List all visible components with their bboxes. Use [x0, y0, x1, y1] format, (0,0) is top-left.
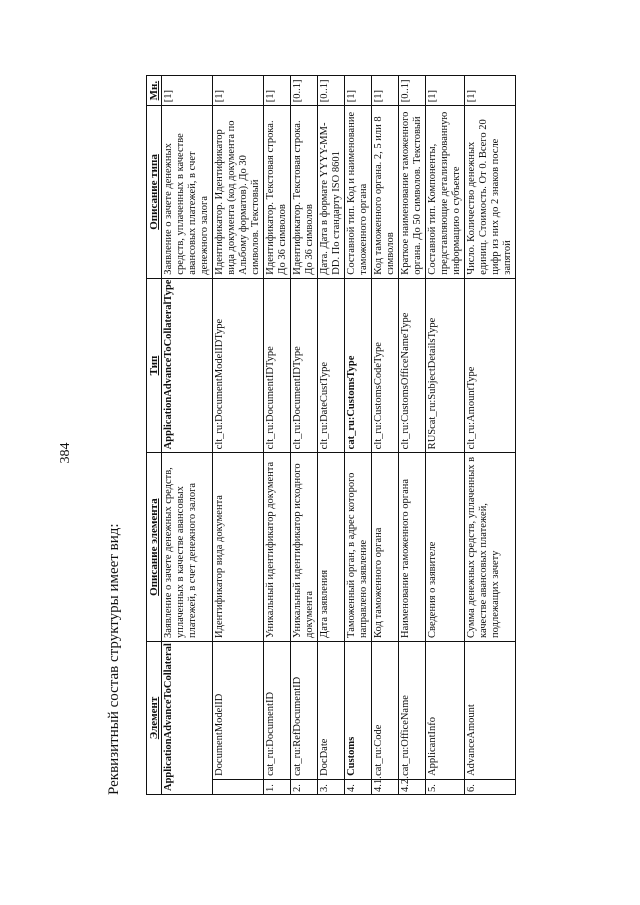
- table-header-row: [147, 76, 162, 795]
- cell-element: AdvanceAmount: [465, 641, 516, 779]
- table-row: [291, 76, 318, 795]
- cell-type-description: Заявление о зачете денежных средств, уплаченных в качестве авансовых платежей, в счет денежного залога: [162, 106, 213, 278]
- cell-description: Код таможенного органа: [372, 453, 399, 642]
- table-row-root: [162, 76, 213, 795]
- header-description: Описание элемента: [147, 453, 162, 642]
- cell-type-description: Составной тип. Код и наименование таможенного органа: [345, 106, 372, 278]
- cell-cardinality: [1]: [264, 76, 291, 106]
- cell-number: 4.1.: [372, 779, 399, 794]
- cell-element: DocDate: [318, 641, 345, 779]
- cell-element: cat_ru:Code: [372, 641, 399, 779]
- cell-description: Идентификатор вида документа: [213, 453, 264, 642]
- cell-cardinality: [0..1]: [291, 76, 318, 106]
- cell-cardinality: [0..1]: [318, 76, 345, 106]
- cell-type: clt_ru:CustomsOfficeNameType: [399, 278, 426, 453]
- cell-type-description: Идентификатор. Идентификатор вида документа (код документа по Альбому форматов). До 30 символов. Текстовый: [213, 106, 264, 278]
- cell-type-description: Число. Количество денежных единиц. Стоимость. От 0. Всего 20 цифр из них до 2 знаков после запятой: [465, 106, 516, 278]
- table-row: [213, 76, 264, 795]
- cell-cardinality: [1]: [426, 76, 465, 106]
- header-type-description: Описание типа: [147, 106, 162, 278]
- cell-type-description: Составной тип. Компоненты, представляющие детализированную информацию о субъекте: [426, 106, 465, 278]
- header-element: Элемент: [147, 641, 162, 794]
- table-row: [345, 76, 372, 795]
- cell-element: ApplicantInfo: [426, 641, 465, 779]
- page-number: 384: [58, 442, 73, 464]
- cell-element: Customs: [345, 641, 372, 779]
- cell-element: ApplicationAdvanceToCollateral: [162, 641, 213, 794]
- cell-cardinality: [1]: [213, 76, 264, 106]
- cell-element: cat_ru:RefDocumentID: [291, 641, 318, 779]
- table-row: [426, 76, 465, 795]
- table-row: [264, 76, 291, 795]
- cell-element: DocumentModelID: [213, 641, 264, 779]
- cell-type-description: Краткое наименование таможенного органа. До 50 символов. Текстовый: [399, 106, 426, 278]
- table-row: [399, 76, 426, 795]
- table-row: [318, 76, 345, 795]
- cell-cardinality: [1]: [465, 76, 516, 106]
- cell-cardinality: [1]: [345, 76, 372, 106]
- cell-description: Уникальный идентификатор документа: [264, 453, 291, 642]
- cell-description: Уникальный идентификатор исходного документа: [291, 453, 318, 642]
- structure-table: [146, 75, 516, 795]
- table-row: [465, 76, 516, 795]
- cell-type: RUScat_ru:SubjectDetailsType: [426, 278, 465, 453]
- cell-number: 1.: [264, 779, 291, 794]
- cell-description: Сумма денежных средств, уплаченных в качестве авансовых платежей, подлежащих зачету: [465, 453, 516, 642]
- cell-description: Таможенный орган, в адрес которого направлено заявление: [345, 453, 372, 642]
- header-type: Тип: [147, 278, 162, 453]
- cell-type: clt_ru:DateCustType: [318, 278, 345, 453]
- cell-type: cat_ru:CustomsType: [345, 278, 372, 453]
- cell-description: Заявление о зачете денежных средств, уплаченных в качестве авансовых платежей, в счет денежного залога: [162, 453, 213, 642]
- cell-cardinality: [1]: [372, 76, 399, 106]
- cell-number: 2.: [291, 779, 318, 794]
- cell-number: 5.: [426, 779, 465, 794]
- cell-element: cat_ru:OfficeName: [399, 641, 426, 779]
- intro-text: Реквизитный состав структуры имеет вид:: [106, 523, 122, 795]
- cell-type: clt_ru:DocumentIDType: [291, 278, 318, 453]
- cell-description: Наименование таможенного органа: [399, 453, 426, 642]
- cell-type-description: Дата. Дата в формате YYYY-MM-DD. По стандарту ISO 8601: [318, 106, 345, 278]
- cell-type: clt_ru:DocumentIDType: [264, 278, 291, 453]
- cell-type-description: Идентификатор. Текстовая строка. До 36 символов: [264, 106, 291, 278]
- header-cardinality: Мн.: [147, 76, 162, 106]
- cell-number: 4.2.: [399, 779, 426, 794]
- rotated-document-sheet: [106, 75, 576, 795]
- cell-type-description: Идентификатор. Текстовая строка. До 36 символов: [291, 106, 318, 278]
- cell-number: 6.: [465, 779, 516, 794]
- cell-element: cat_ru:DocumentID: [264, 641, 291, 779]
- cell-number: 3.: [318, 779, 345, 794]
- cell-type: clt_ru:DocumentModelIDType: [213, 278, 264, 453]
- cell-cardinality: [0..1]: [399, 76, 426, 106]
- cell-cardinality: [1]: [162, 76, 213, 106]
- cell-type: ApplicationAdvanceToCollateralType: [162, 278, 213, 453]
- cell-description: Сведения о заявителе: [426, 453, 465, 642]
- cell-number: 4.: [345, 779, 372, 794]
- cell-description: Дата заявления: [318, 453, 345, 642]
- cell-type: clt_ru:AmountType: [465, 278, 516, 453]
- cell-type-description: Код таможенного органа. 2, 5 или 8 символов: [372, 106, 399, 278]
- cell-type: clt_ru:CustomsCodeType: [372, 278, 399, 453]
- table-row: [372, 76, 399, 795]
- cell-number: [213, 779, 264, 794]
